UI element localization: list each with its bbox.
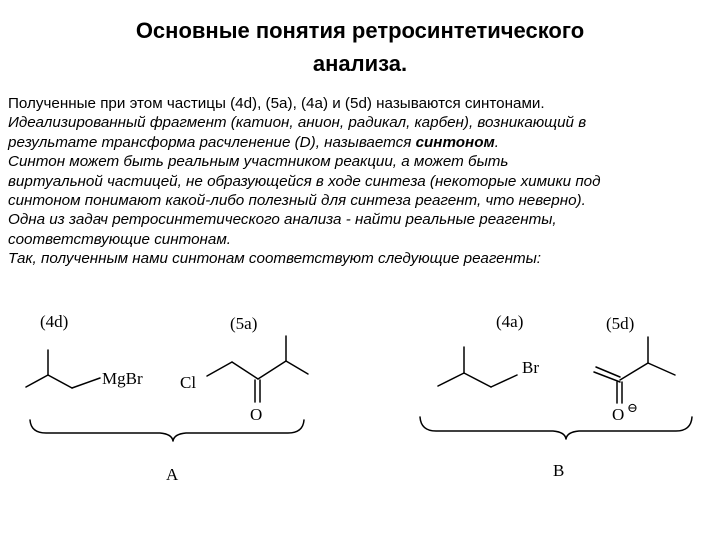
paragraph [8, 94, 718, 269]
brace-a [30, 420, 304, 441]
brace-b [420, 417, 692, 439]
definition-text: результате трансформа расчленение (D), называется [8, 133, 416, 151]
charge-minus: ⊖ [627, 400, 638, 415]
label-4a: (4a) [496, 312, 524, 331]
group-label-b: B [553, 461, 565, 480]
paragraph-line-4: Синтон может быть реальным участником реакции, а может быть [8, 153, 509, 171]
paragraph-line-9: Так, полученным нами синтонам соответствуют следующие реагенты: [8, 250, 542, 268]
structure-5d [594, 337, 675, 403]
paragraph-line-5: виртуальной частицей, не образующейся в ходе синтеза (некоторые химики под [8, 172, 601, 190]
title-line-1: Основные понятия ретросинтетического [135, 18, 585, 43]
group-label-a: A [166, 465, 179, 484]
atom-br: Br [522, 358, 539, 377]
paragraph-line-2: Идеализированный фрагмент (катион, анион, радикал, карбен), возникающий в [8, 114, 587, 132]
paragraph-line-7: Одна из задач ретросинтетического анализа - найти реальные реагенты, [8, 211, 557, 229]
label-5a: (5a) [230, 314, 258, 333]
paragraph-line-6: синтоном понимают какой-либо полезный для синтеза реагент, что неверно). [8, 192, 586, 210]
paragraph-line-1: Полученные при этом частицы (4d), (5a), (4a) и (5d) называются синтонами. [8, 95, 545, 112]
label-5d: (5d) [606, 314, 635, 333]
structure-5a [207, 336, 308, 402]
label-4d: (4d) [40, 312, 69, 331]
atom-cl: Cl [180, 373, 197, 392]
atom-mgbr: MgBr [102, 369, 143, 388]
structure-4a [438, 347, 517, 387]
reagents-scheme [0, 300, 720, 540]
term-synthon: синтоном [415, 133, 495, 151]
atom-o-5a: O [250, 405, 263, 424]
slide-title [0, 14, 720, 80]
paragraph-line-8: соответствующие синтонам. [8, 230, 231, 248]
paragraph-line-3 [8, 133, 718, 152]
atom-o-5d: O [612, 405, 625, 424]
title-line-2: анализа. [312, 51, 408, 76]
definition-end: . [494, 133, 499, 151]
structure-4d [26, 350, 100, 388]
